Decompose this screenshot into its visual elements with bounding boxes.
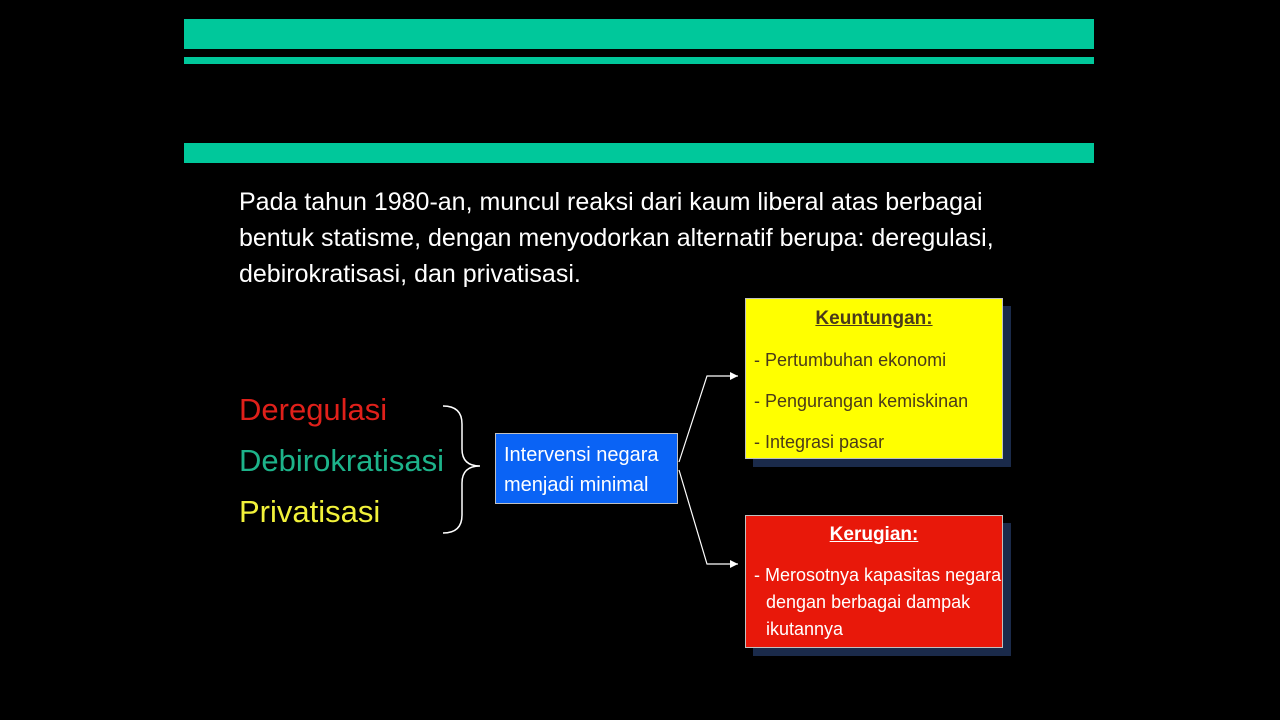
losses-panel [745, 515, 1003, 648]
center-line-1: Intervensi negara [504, 444, 659, 466]
benefits-title: Keuntungan: [815, 308, 933, 329]
loss-item-1: - Merosotnya kapasitas negara dengan berbagai dampak ikutannya [754, 565, 1002, 639]
term-privatisasi: Privatisasi [239, 494, 381, 529]
losses-list [754, 562, 1002, 643]
center-box [495, 433, 678, 504]
benefit-item-1: - Pertumbuhan ekonomi [754, 350, 947, 370]
curly-brace [443, 406, 480, 533]
benefits-list [754, 349, 1002, 453]
arrow-to-benefits [679, 376, 738, 462]
benefits-panel [745, 298, 1003, 459]
term-deregulasi: Deregulasi [239, 392, 388, 427]
term-debirokratisasi: Debirokratisasi [239, 443, 445, 478]
arrow-to-losses [679, 470, 738, 564]
center-line-2: menjadi minimal [504, 474, 649, 496]
intro-text: Pada tahun 1980-an, muncul reaksi dari kaum liberal atas berbagai bentuk statisme, dengan menyodorkan alternatif berupa: deregulasi, debirokratisasi, dan privatisasi. [239, 188, 994, 288]
benefit-item-2: - Pengurangan kemiskinan [754, 391, 969, 411]
benefit-item-3: - Integrasi pasar [754, 432, 885, 452]
losses-title: Kerugian: [829, 524, 919, 545]
